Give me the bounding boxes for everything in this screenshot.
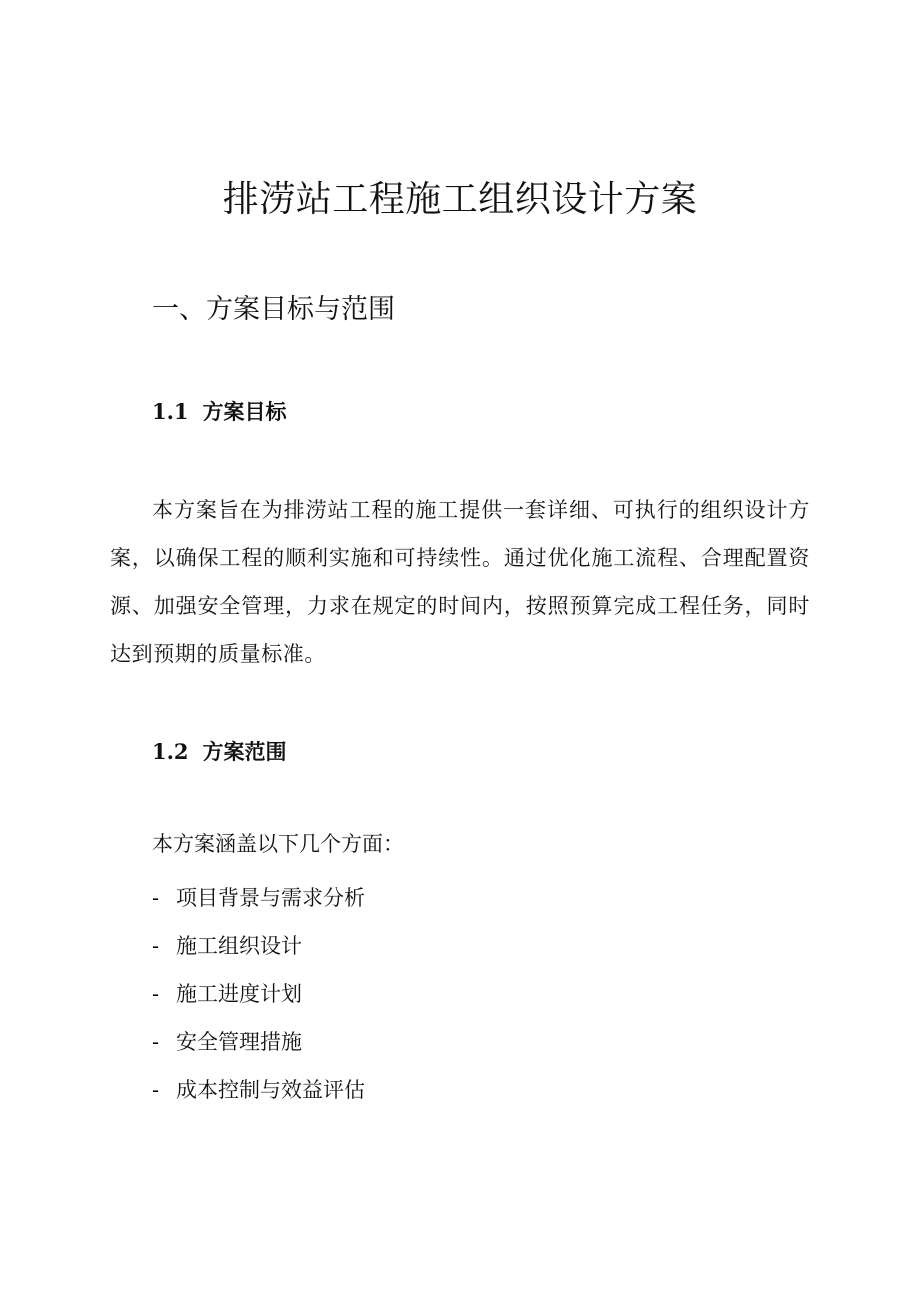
list-item — [152, 1018, 365, 1066]
list-item-text: 项目背景与需求分析 — [176, 886, 365, 910]
list-item-text: 安全管理措施 — [176, 1030, 302, 1054]
goal-paragraph: 本方案旨在为排涝站工程的施工提供一套详细、可执行的组织设计方案，以确保工程的顺利实施和可持续性。通过优化施工流程、合理配置资源、加强安全管理，力求在规定的时间内，按照预算完成工程任务，同时达到预期的质量标准。 — [110, 498, 810, 666]
list-item — [152, 922, 365, 970]
list-item-text: 施工组织设计 — [176, 934, 302, 958]
scope-list — [152, 874, 365, 1114]
list-bullet: - — [152, 1030, 160, 1054]
list-item-text: 施工进度计划 — [176, 982, 302, 1006]
subsection-number: 1.1 — [152, 399, 189, 424]
list-item — [152, 970, 365, 1018]
document-title: 排涝站工程施工组织设计方案 — [222, 179, 698, 220]
list-bullet: - — [152, 1078, 160, 1102]
subsection-heading-goal — [152, 397, 287, 427]
list-item-text: 成本控制与效益评估 — [176, 1078, 365, 1102]
section-heading: 一、方案目标与范围 — [152, 294, 395, 325]
list-item — [152, 1066, 365, 1114]
subsection-number: 1.2 — [152, 739, 189, 764]
list-bullet: - — [152, 886, 160, 910]
subsection-heading-scope — [152, 737, 287, 767]
subsection-title: 方案范围 — [202, 739, 287, 764]
list-item — [152, 874, 365, 922]
list-bullet: - — [152, 934, 160, 958]
list-bullet: - — [152, 982, 160, 1006]
subsection-title: 方案目标 — [202, 399, 287, 424]
scope-intro: 本方案涵盖以下几个方面： — [152, 832, 404, 856]
